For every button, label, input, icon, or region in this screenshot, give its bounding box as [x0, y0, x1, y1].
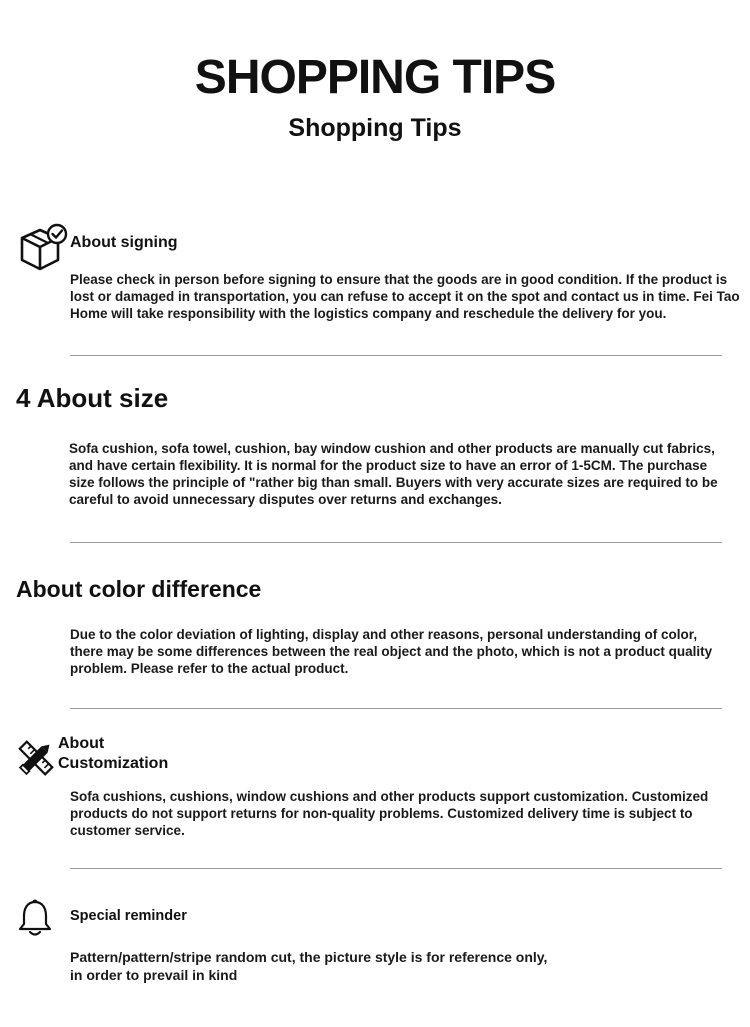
reminder-body-line2: in order to prevail in kind — [70, 967, 238, 983]
customization-body: Sofa cushions, cushions, window cushions and other products support customization. Customized products do not support returns for non-quality problems. Customized delivery time is subject to customer service. — [70, 789, 709, 838]
customization-heading-line1: About — [58, 735, 105, 752]
divider — [70, 355, 722, 356]
color-body: Due to the color deviation of lighting, display and other reasons, personal understanding of color, there may be some differences between the real object and the photo, which is not a product quality problem. Please refer to the actual product. — [70, 627, 713, 676]
color-heading: About color difference — [16, 576, 262, 602]
page-title: SHOPPING TIPS — [194, 51, 556, 104]
divider — [70, 868, 722, 869]
divider — [70, 708, 722, 709]
customization-heading-line2: Customization — [58, 755, 169, 772]
size-body: Sofa cushion, sofa towel, cushion, bay window cushion and other products are manually cut fabrics, and have certain flexibility. It is normal for the product size to have an error of 1-5CM. The purchase size follows the principle of "rather big than small. Buyers with very accurate sizes are required to be careful to avoid unnecessary disputes over returns and exchanges. — [69, 441, 718, 507]
reminder-body-line1: Pattern/pattern/stripe random cut, the picture style is for reference only, — [70, 949, 548, 965]
signing-heading: About signing — [70, 234, 178, 251]
reminder-body — [70, 948, 730, 984]
pencil-ruler-icon — [16, 738, 56, 778]
page-subtitle: Shopping Tips — [288, 114, 462, 142]
bell-icon — [16, 898, 54, 938]
package-check-icon — [18, 222, 70, 272]
reminder-heading: Special reminder — [70, 908, 187, 924]
customization-heading — [58, 734, 168, 774]
divider — [70, 542, 722, 543]
signing-body: Please check in person before signing to ensure that the goods are in good condition. If the product is lost or damaged in transportation, you can refuse to accept it on the spot and contact us in time. Fei Tao Home will take responsibility with the logistics company and reschedule the delivery for you. — [70, 272, 740, 321]
size-heading: 4 About size — [16, 383, 169, 413]
